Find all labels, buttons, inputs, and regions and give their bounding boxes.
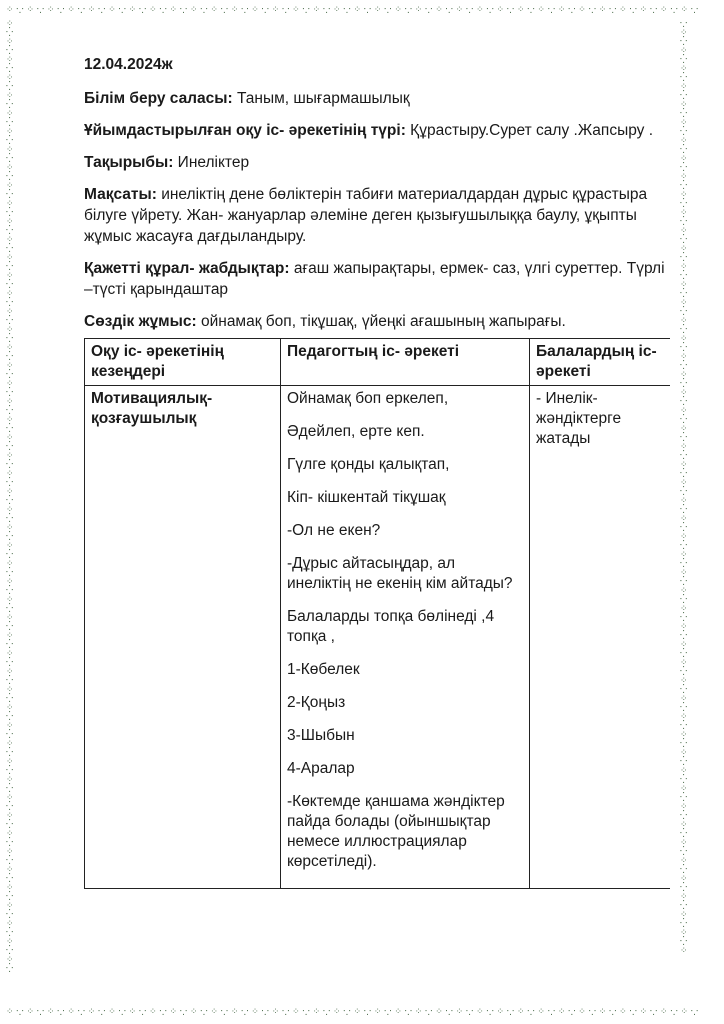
field-topic bbox=[84, 152, 674, 173]
table-header-row bbox=[85, 339, 670, 386]
children-cell: - Инелік- жәндіктерге жатады bbox=[530, 386, 670, 889]
teacher-line: Кіп- кішкентай тікұшақ bbox=[287, 489, 446, 506]
lesson-plan-table bbox=[84, 338, 670, 889]
teacher-line: 1-Көбелек bbox=[287, 661, 360, 678]
teacher-line: -Көктемде қаншама жәндіктер пайда болады (ойыншықтар немесе иллюстрациялар көрсетіледі). bbox=[287, 793, 505, 870]
field-subject-area bbox=[84, 88, 674, 109]
document-date: 12.04.2024ж bbox=[84, 56, 173, 73]
field-label: Мақсаты: bbox=[84, 186, 157, 203]
teacher-line: 2-Қоңыз bbox=[287, 694, 346, 711]
header-children: Балалардың іс- әрекеті bbox=[530, 339, 670, 386]
teacher-line: 3-Шыбын bbox=[287, 727, 355, 744]
teacher-line: Гүлге қонды қалықтап, bbox=[287, 456, 450, 473]
decorative-border-top: ⁘ ⁛ ⁘ ⁛ ⁘ ⁛ ⁘ ⁛ ⁘ ⁛ ⁘ ⁛ ⁘ ⁛ ⁘ ⁛ ⁘ ⁛ ⁘ ⁛ ⁘ ⁛ ⁘ ⁛ ⁘ ⁛ ⁘ ⁛ ⁘ ⁛ ⁘ ⁛ ⁘ ⁛ ⁘ ⁛ ⁘ ⁛ ⁘ ⁛ ⁘ ⁛ ⁘ ⁛ ⁘ ⁛ ⁘ ⁛ ⁘ ⁛ ⁘ ⁛ ⁘ ⁛ ⁘ ⁛ ⁘ ⁛ ⁘ ⁛ ⁘ ⁛ ⁘ ⁛ ⁘ ⁛ ⁘ ⁛ bbox=[6, 6, 699, 15]
teacher-cell bbox=[281, 386, 530, 889]
teacher-line: Балаларды топқа бөлінеді ,4 топқа , bbox=[287, 608, 495, 645]
field-value: Инеліктер bbox=[173, 154, 250, 171]
field-goal bbox=[84, 184, 674, 247]
field-label: Ұйымдастырылған оқу іс- әрекетінің түрі: bbox=[84, 122, 406, 139]
field-activity-type bbox=[84, 120, 674, 141]
teacher-line: Ойнамақ боп еркелеп, bbox=[287, 390, 449, 407]
field-value: Таным, шығармашылық bbox=[232, 90, 410, 107]
teacher-line: -Дұрыс айтасыңдар, ал инеліктің не екенің кім айтады? bbox=[287, 555, 513, 592]
teacher-line: -Ол не екен? bbox=[287, 522, 381, 539]
field-label: Қажетті құрал- жабдықтар: bbox=[84, 260, 290, 277]
teacher-line: 4-Аралар bbox=[287, 760, 355, 777]
header-teacher: Педагогтың іс- әрекеті bbox=[281, 339, 530, 386]
decorative-border-right: ⁛ ⁘ ⁛ ⁘ ⁛ ⁘ ⁛ ⁘ ⁛ ⁘ ⁛ ⁘ ⁛ ⁘ ⁛ ⁘ ⁛ ⁘ ⁛ ⁘ ⁛ ⁘ ⁛ ⁘ ⁛ ⁘ ⁛ ⁘ ⁛ ⁘ ⁛ ⁘ ⁛ ⁘ ⁛ ⁘ ⁛ ⁘ ⁛ ⁘ ⁛ ⁘ ⁛ ⁘ ⁛ ⁘ ⁛ ⁘ ⁛ ⁘ ⁛ ⁘ ⁛ ⁘ ⁛ ⁘ ⁛ ⁘ ⁛ ⁘ ⁛ ⁘ ⁛ ⁘ ⁛ ⁘ ⁛ ⁘ ⁛ ⁘ ⁛ ⁘ ⁛ ⁘ ⁛ ⁘ ⁛ ⁘ ⁛ ⁘ ⁛ ⁘ ⁛ ⁘ ⁛ ⁘ ⁛ ⁘ ⁛ ⁘ ⁛ ⁘ ⁛ ⁘ ⁛ ⁘ ⁛ ⁘ ⁛ ⁘ ⁛ ⁘ ⁛ ⁘ bbox=[680, 20, 688, 956]
decorative-border-bottom: ⁘ ⁛ ⁘ ⁛ ⁘ ⁛ ⁘ ⁛ ⁘ ⁛ ⁘ ⁛ ⁘ ⁛ ⁘ ⁛ ⁘ ⁛ ⁘ ⁛ ⁘ ⁛ ⁘ ⁛ ⁘ ⁛ ⁘ ⁛ ⁘ ⁛ ⁘ ⁛ ⁘ ⁛ ⁘ ⁛ ⁘ ⁛ ⁘ ⁛ ⁘ ⁛ ⁘ ⁛ ⁘ ⁛ ⁘ ⁛ ⁘ ⁛ ⁘ ⁛ ⁘ ⁛ ⁘ ⁛ ⁘ ⁛ ⁘ ⁛ ⁘ ⁛ ⁘ ⁛ ⁘ ⁛ ⁘ ⁛ bbox=[6, 1008, 699, 1017]
header-stages: Оқу іс- әрекетінің кезеңдері bbox=[85, 339, 281, 386]
decorative-border-left: ⁘ ⁛ ⁘ ⁛ ⁘ ⁛ ⁘ ⁛ ⁘ ⁛ ⁘ ⁛ ⁘ ⁛ ⁘ ⁛ ⁘ ⁛ ⁘ ⁛ ⁘ ⁛ ⁘ ⁛ ⁘ ⁛ ⁘ ⁛ ⁘ ⁛ ⁘ ⁛ ⁘ ⁛ ⁘ ⁛ ⁘ ⁛ ⁘ ⁛ ⁘ ⁛ ⁘ ⁛ ⁘ ⁛ ⁘ ⁛ ⁘ ⁛ ⁘ ⁛ ⁘ ⁛ ⁘ ⁛ ⁘ ⁛ ⁘ ⁛ ⁘ ⁛ ⁘ ⁛ ⁘ ⁛ ⁘ ⁛ ⁘ ⁛ ⁘ ⁛ ⁘ ⁛ ⁘ ⁛ ⁘ ⁛ ⁘ ⁛ ⁘ ⁛ ⁘ ⁛ ⁘ ⁛ ⁘ ⁛ ⁘ ⁛ ⁘ ⁛ ⁘ ⁛ ⁘ ⁛ ⁘ ⁛ ⁘ ⁛ ⁘ ⁛ ⁘ ⁛ ⁘ ⁛ bbox=[6, 20, 14, 974]
teacher-line: Әдейлеп, ерте кеп. bbox=[287, 423, 425, 440]
stage-cell: Мотивациялық- қозғаушылық bbox=[85, 386, 281, 889]
field-label: Білім беру саласы: bbox=[84, 90, 233, 107]
field-equipment bbox=[84, 258, 674, 300]
field-value: инеліктің дене бөліктерін табиғи материалдардан дұрыс құрастыра білуге үйрету. Жан- жануарлар әлеміне деген қызығушылыққа баулу, ұқыпты жұмыс жасауға дағдыландыру. bbox=[84, 186, 648, 245]
table-row bbox=[85, 386, 670, 889]
field-vocabulary bbox=[84, 311, 674, 332]
field-label: Сөздік жұмыс: bbox=[84, 313, 197, 330]
field-value: Құрастыру.Сурет салу .Жапсыру . bbox=[405, 122, 654, 139]
field-value: ағаш жапырақтары, ермек- саз, үлгі суреттер. Түрлі –түсті қарындаштар bbox=[84, 260, 665, 298]
document-page bbox=[84, 56, 674, 889]
field-value: ойнамақ боп, тікұшақ, үйеңкі ағашының жапырағы. bbox=[196, 313, 566, 330]
field-label: Тақырыбы: bbox=[84, 154, 174, 171]
